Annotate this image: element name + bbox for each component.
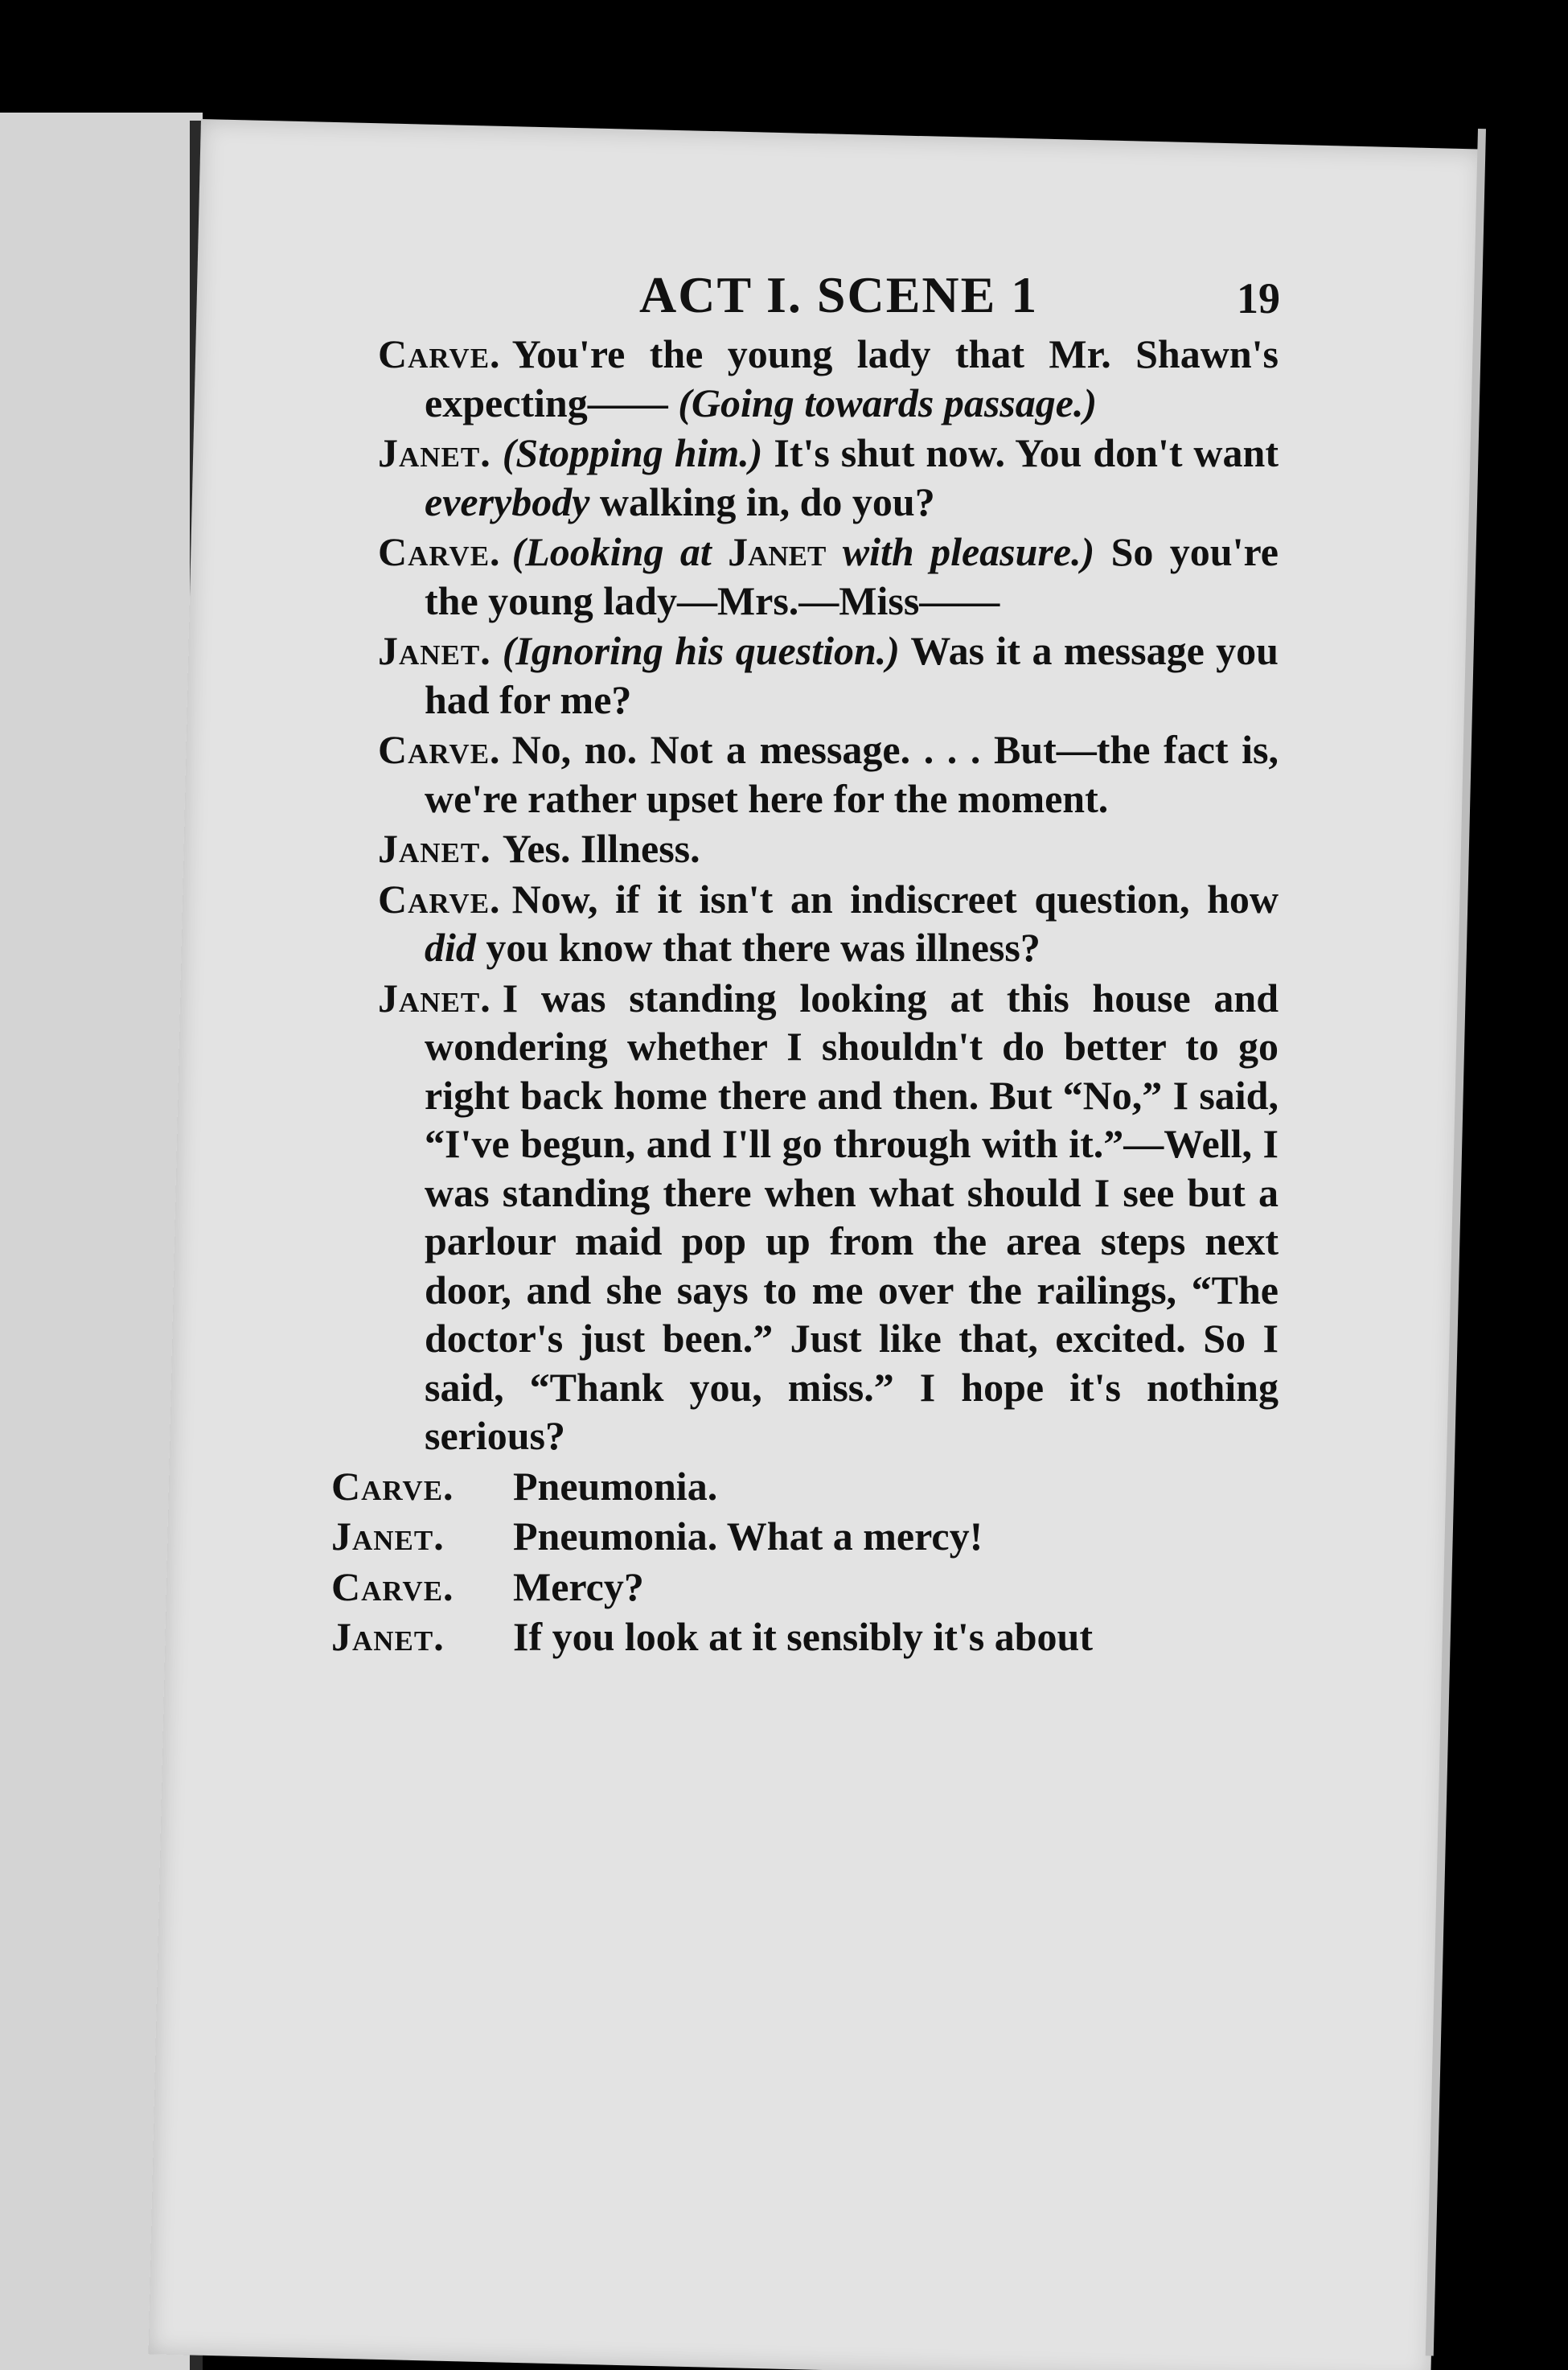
spoken-text: you know that there was illness? (475, 925, 1041, 970)
spoken-text: Now, if it isn't an indiscreet question, how (511, 876, 1279, 922)
play-dialogue (331, 330, 1279, 1663)
dialogue-line (331, 1612, 1279, 1661)
speaker-name: Janet. (378, 826, 491, 871)
dialogue-line (378, 824, 1279, 873)
spoken-text: walking in, do you? (589, 479, 935, 524)
dialogue-line (331, 1512, 1279, 1561)
dialogue-line (378, 725, 1279, 823)
stage-direction: did (425, 925, 476, 970)
running-head: ACT I. SCENE 1 (639, 266, 1039, 323)
speaker-reference: Janet (728, 529, 827, 574)
speaker-name: Janet. (331, 1514, 445, 1559)
page-header (438, 257, 1280, 323)
speaker-name: Carve. (378, 529, 501, 574)
spoken-text: It's shut now. You don't want (762, 430, 1279, 475)
dialogue-line (378, 528, 1279, 625)
spoken-text: No, no. Not a message. . . . But—the fact is, we're rather upset here for the moment. (425, 727, 1279, 821)
spoken-text: Mercy? (513, 1563, 644, 1609)
stage-direction: everybody (425, 479, 590, 524)
dialogue-line (331, 1462, 1279, 1511)
dialogue-line (378, 330, 1279, 427)
dialogue-line (378, 974, 1279, 1460)
speaker-name: Janet. (331, 1614, 445, 1659)
spoken-text: Yes. Illness. (502, 826, 700, 871)
speaker-name: Janet. (378, 975, 491, 1021)
speaker-name: Carve. (378, 331, 501, 376)
spoken-text: If you look at it sensibly it's about (513, 1614, 1093, 1659)
stage-direction: (Looking at (511, 529, 729, 574)
speaker-name: Janet. (378, 430, 491, 475)
spoken-text: I was standing looking at this house and wondering whether I shouldn't do better to go right back home there and then. But “No,” I said, “I've begun, and I'll go through with it.”—Well, I was standing there when what should I see but a parlour maid pop up from the area steps next door, and she says to me over the railings, “The doctor's just been.” Just like that, excited. So I said, “Thank you, miss.” I hope it's nothing serious? (425, 975, 1279, 1458)
dialogue-line (378, 875, 1279, 972)
speaker-name: Carve. (378, 876, 501, 922)
spoken-text: Was it a message you had for me? (425, 628, 1279, 722)
speaker-name: Carve. (331, 1563, 454, 1609)
page-number: 19 (1237, 274, 1280, 322)
spoken-text: Pneumonia. What a mercy! (513, 1514, 983, 1559)
stage-direction: (Stopping him.) (502, 430, 763, 475)
dialogue-line (378, 626, 1279, 724)
dialogue-line (331, 1563, 1279, 1612)
spoken-text: So you're the young lady—Mrs.—Miss—— (425, 529, 1279, 623)
speaker-name: Carve. (378, 727, 501, 772)
speaker-name: Janet. (378, 628, 491, 673)
stage-direction: (Going towards passage.) (678, 380, 1098, 425)
spoken-text: Pneumonia. (513, 1463, 718, 1509)
stage-direction: with pleasure.) (826, 529, 1095, 574)
stage-direction: (Ignoring his question.) (502, 628, 900, 673)
speaker-name: Carve. (331, 1463, 454, 1509)
dialogue-line (378, 429, 1279, 526)
spoken-text: You're the young lady that Mr. Shawn's expecting—— (425, 331, 1279, 425)
